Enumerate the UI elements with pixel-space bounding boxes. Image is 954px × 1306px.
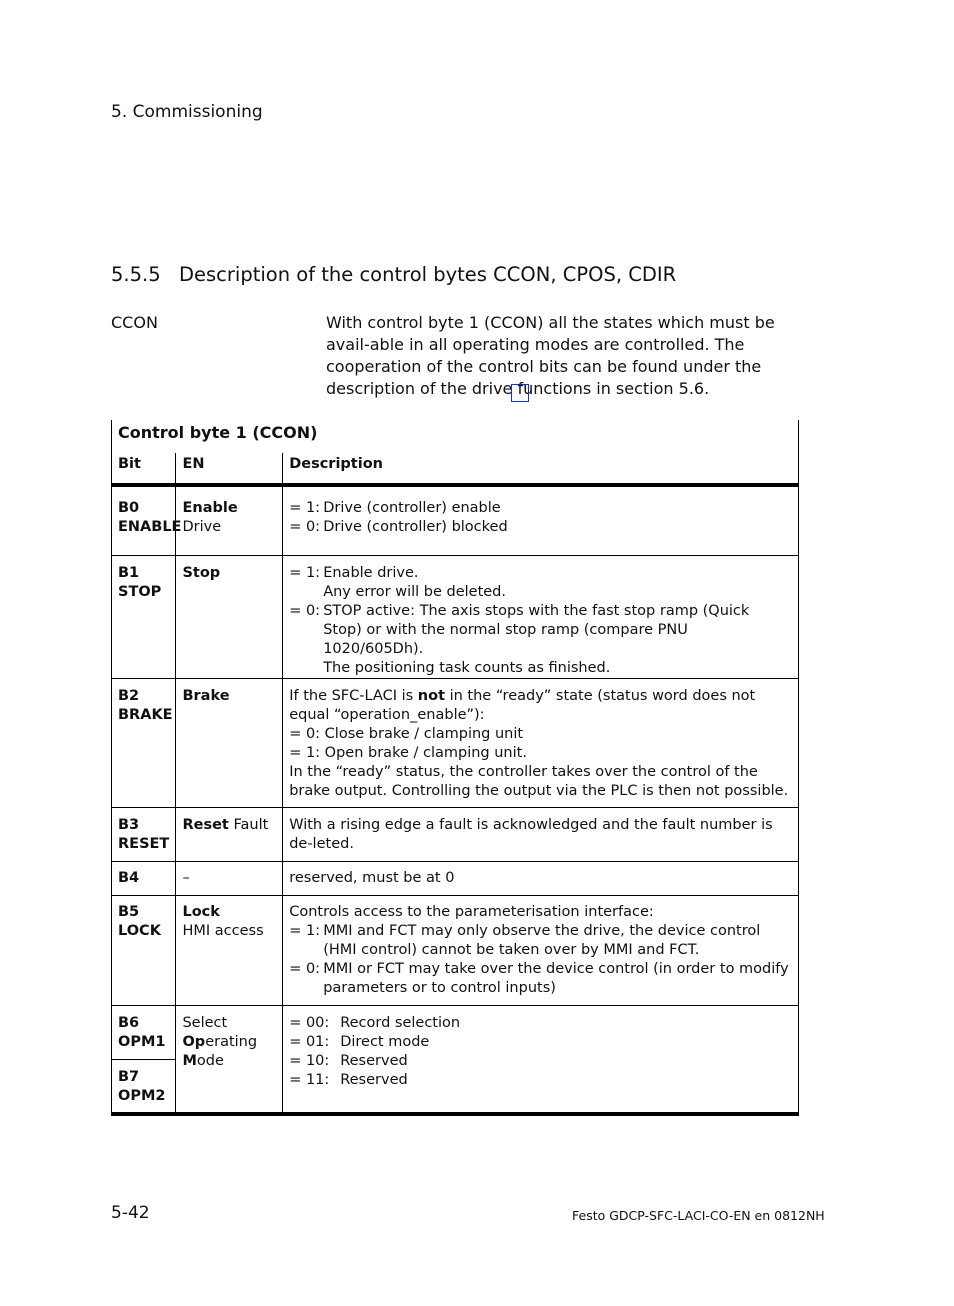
desc-line: With a rising edge a fault is acknowledged and the fault number is de-leted. <box>289 817 773 852</box>
value-key: = 1: <box>289 565 321 581</box>
description-cell <box>283 679 799 808</box>
en-line: Select <box>182 1015 228 1031</box>
mode-line <box>289 1014 792 1033</box>
bit-name: OPM1 <box>118 1034 166 1050</box>
header-en: EN <box>176 453 283 485</box>
en-rest: erating <box>205 1034 258 1050</box>
value-text: Drive (controller) enable <box>323 500 501 516</box>
bit-id: B7 <box>118 1069 140 1085</box>
table-caption-row <box>112 420 799 453</box>
desc-line: Any error will be deleted. <box>323 584 506 600</box>
chapter-heading: 5. Commissioning <box>111 102 263 122</box>
value-key: = 10: <box>289 1053 330 1069</box>
bit-id: B6 <box>118 1015 140 1031</box>
intro-text-end: . <box>704 379 710 398</box>
en-bold: Stop <box>182 565 221 581</box>
description-cell <box>283 896 799 1006</box>
en-bold: Lock <box>182 904 220 920</box>
desc-line <box>289 518 792 537</box>
header-description: Description <box>283 453 799 485</box>
bit-cell <box>112 896 176 1006</box>
table-caption: Control byte 1 (CCON) <box>112 420 799 453</box>
mode-line <box>289 1052 792 1071</box>
desc-line <box>289 687 792 725</box>
en-cell <box>176 556 283 679</box>
table-row <box>112 896 799 1006</box>
bit-id: B5 <box>118 904 140 920</box>
section-link[interactable]: 5.6 <box>678 379 705 398</box>
desc-text: in the “ready” state (status word does not equal “operation_enable”): <box>289 688 756 723</box>
value-text: STOP active: The axis stops with the fast stop ramp (Quick Stop) or with the normal stop ramp (compare PNU 1020/605Dh). <box>323 603 750 657</box>
desc-line <box>289 499 792 518</box>
en-rest: Drive <box>182 519 222 535</box>
intro-paragraph <box>326 312 801 400</box>
bit-cell <box>112 556 176 679</box>
value-key: = 1: <box>289 923 321 939</box>
value-text: Reserved <box>340 1072 408 1088</box>
value-text: Enable drive. <box>323 565 419 581</box>
bit-id: B0 <box>118 500 140 516</box>
table-row <box>112 679 799 808</box>
value-key: = 00: <box>289 1015 330 1031</box>
footer-doc-id: Festo GDCP-SFC-LACI-CO-EN en 0812NH <box>572 1208 825 1223</box>
value-text: Record selection <box>340 1015 461 1031</box>
en-line <box>182 1052 276 1071</box>
table-row <box>112 862 799 896</box>
bit-cell <box>112 679 176 808</box>
en-bold: Brake <box>182 688 230 704</box>
margin-label: CCON <box>111 313 158 332</box>
bit-id: B1 <box>118 565 140 581</box>
en-bold: Reset <box>182 817 229 833</box>
en-bold: Enable <box>182 500 238 516</box>
bit-cell <box>112 1006 176 1060</box>
en-cell <box>176 808 283 862</box>
value-text: Direct mode <box>340 1034 430 1050</box>
section-title-text: Description of the control bytes CCON, CPOS, CDIR <box>179 263 677 286</box>
value-text: Reserved <box>340 1053 408 1069</box>
desc-line: = 0: Close brake / clamping unit <box>289 726 524 742</box>
desc-line: Controls access to the parameterisation interface: <box>289 904 654 920</box>
mode-line <box>289 1071 792 1090</box>
table-row <box>112 556 799 679</box>
desc-line <box>289 602 792 659</box>
bit-id: B3 <box>118 817 140 833</box>
en-rest: HMI access <box>182 923 264 939</box>
table-row <box>112 808 799 862</box>
value-key: = 11: <box>289 1072 330 1088</box>
link-highlight-box <box>511 384 529 402</box>
value-key: = 0: <box>289 961 321 977</box>
en-cell <box>176 1006 283 1115</box>
desc-line: In the “ready” status, the controller takes over the control of the brake output. Controlling the output via the PLC is then not possible. <box>289 764 789 799</box>
control-byte-table <box>111 420 799 1116</box>
en-cell: – <box>176 862 283 896</box>
en-rest: ode <box>196 1053 224 1069</box>
desc-emphasis: not <box>417 688 445 704</box>
value-key: = 1: <box>289 500 321 516</box>
section-title <box>111 263 676 286</box>
bit-cell <box>112 1060 176 1115</box>
value-key: = 01: <box>289 1034 330 1050</box>
value-key: = 0: <box>289 519 321 535</box>
description-cell <box>283 556 799 679</box>
bit-name: BRAKE <box>118 707 173 723</box>
description-cell <box>283 808 799 862</box>
en-line <box>182 1033 276 1052</box>
page-number: 5-42 <box>111 1203 150 1223</box>
en-cell <box>176 679 283 808</box>
table-header-row <box>112 453 799 485</box>
section-number: 5.5.5 <box>111 263 161 286</box>
description-cell: reserved, must be at 0 <box>283 862 799 896</box>
bit-name: ENABLE <box>118 519 182 535</box>
desc-line <box>289 564 792 583</box>
bit-cell <box>112 485 182 556</box>
desc-line: = 1: Open brake / clamping unit. <box>289 745 527 761</box>
en-bold: M <box>182 1053 197 1069</box>
bit-id: B4 <box>118 870 140 886</box>
bit-name: RESET <box>118 836 170 852</box>
bit-name: LOCK <box>118 923 161 939</box>
en-rest: Fault <box>228 817 269 833</box>
value-text: MMI or FCT may take over the device control (in order to modify parameters or to control inputs) <box>323 961 789 996</box>
bit-cell <box>112 808 176 862</box>
intro-text: With control byte 1 (CCON) all the states which must be avail-able in all operating modes are controlled. The cooperation of the control bits can be found under the description of the drive functions in section <box>326 313 775 398</box>
desc-line <box>289 922 792 960</box>
en-cell <box>176 896 283 1006</box>
table-row <box>112 485 799 556</box>
description-cell <box>283 1006 799 1115</box>
bit-cell <box>112 862 176 896</box>
mode-line <box>289 1033 792 1052</box>
en-cell <box>176 485 283 556</box>
en-bold: Op <box>182 1034 206 1050</box>
value-text: MMI and FCT may only observe the drive, the device control (HMI control) cannot be taken over by MMI and FCT. <box>323 923 761 958</box>
value-text: Drive (controller) blocked <box>323 519 508 535</box>
description-cell <box>283 485 799 556</box>
desc-line <box>289 960 792 998</box>
desc-line: The positioning task counts as finished. <box>323 660 611 676</box>
desc-text: If the SFC-LACI is <box>289 688 418 704</box>
header-bit: Bit <box>112 453 176 485</box>
table-row <box>112 1006 799 1060</box>
bit-id: B2 <box>118 688 140 704</box>
bit-name: STOP <box>118 584 162 600</box>
bit-name: OPM2 <box>118 1088 166 1104</box>
value-key: = 0: <box>289 603 321 619</box>
